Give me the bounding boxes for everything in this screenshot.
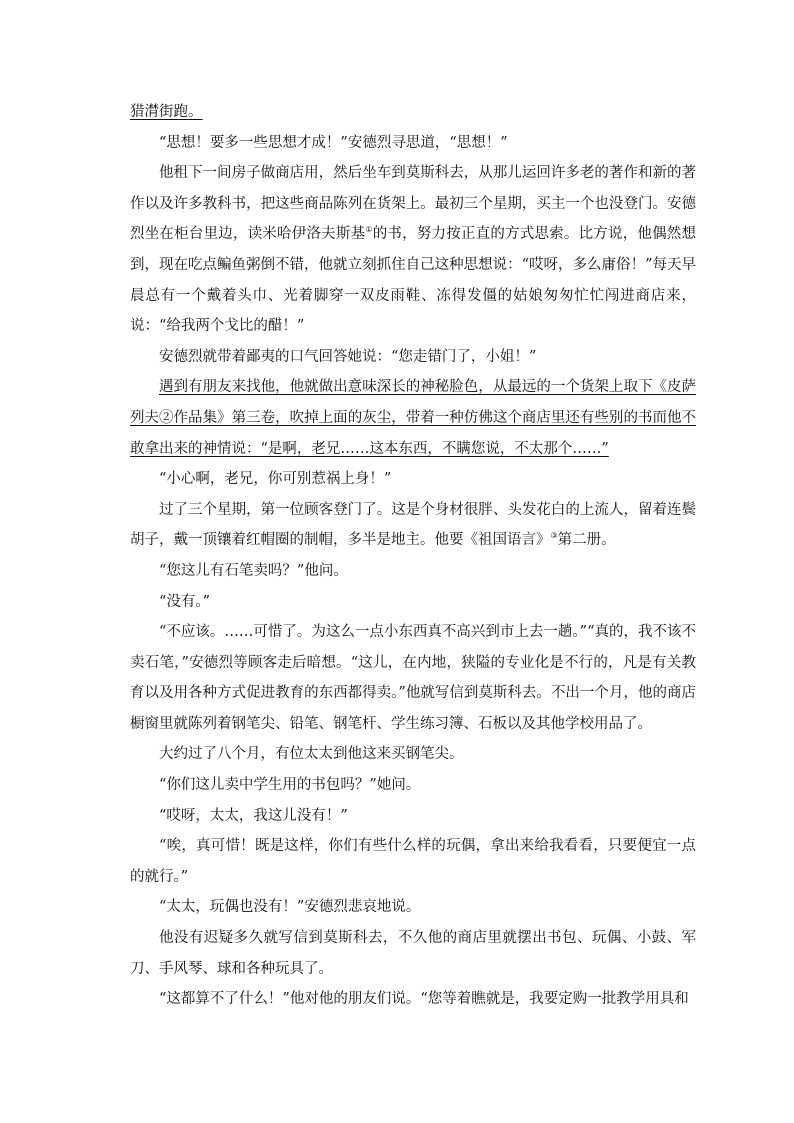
paragraph: [130, 158, 696, 342]
paragraph: “不应该。……可惜了。为这么一点小东西真不高兴到市上去一趟。”“真的，我不该不卖石笔，”安德烈等顾客走后暗想。“这儿，在内地，狭隘的专业化是不行的，凡是有关教育以及用各种方式促进教育的东西都得卖。”他就写信到莫斯科去。不出一个月，他的商店橱窗里就陈列着钢笔尖、铅笔、钢笔杆、学生练习簿、石板以及其他学校用品了。: [130, 624, 696, 732]
footnote-marker: ①: [365, 225, 373, 235]
paragraph: “小心啊，老兄，你可别惹祸上身！”: [159, 471, 392, 488]
paragraph: [130, 372, 696, 464]
paragraph-text: 他租下一间房子做商店用，然后坐车到莫斯科去，从那儿运回许多老的著作和新的著作以及许多教科书，把这些商品陈列在货架上。最初三个星期，买主一个也没登门。安德烈坐在柜台里边，读米哈伊洛夫斯基: [130, 165, 696, 243]
paragraph: “哎呀，太太，我这儿没有！”: [159, 807, 348, 824]
paragraph: 安德烈就带着鄙夷的口气回答她说：“您走错门了，小姐！”: [159, 348, 537, 365]
underlined-text: 遇到有朋友来找他，他就做出意味深长的神秘脸色，从最远的一个货架上取下《皮萨列夫②作品集》第三卷，吹掉上面的灰尘，带着一种仿佛这个商店里还有些别的书而他不敢拿出来的神情说：“是啊，老兄……这本东西，不瞒您说，不太那个……”: [130, 379, 696, 457]
footnote-marker: ③: [550, 531, 558, 541]
paragraph: [130, 495, 696, 556]
paragraph: “唉，真可惜！既是这样，你们有些什么样的玩偶，拿出来给我看看，只要便宜一点的就行。”: [130, 838, 696, 885]
paragraph: “您这儿有石笔卖吗？”他问。: [159, 562, 348, 579]
document-page: [130, 97, 696, 1015]
paragraph: “思想！要多一些思想才成！”安德烈寻思道，“思想！”: [159, 134, 508, 151]
paragraph: 他没有迟疑多久就写信到莫斯科去，不久他的商店里就摆出书包、玩偶、小鼓、军刀、手风琴、球和各种玩具了。: [130, 930, 696, 977]
paragraph: [130, 97, 696, 128]
paragraph: “你们这儿卖中学生用的书包吗？”她问。: [159, 777, 421, 794]
paragraph: “太太，玩偶也没有！”安德烈悲哀地说。: [159, 899, 421, 916]
paragraph: “没有。”: [159, 593, 211, 610]
underlined-text: 猎潸街跑。: [130, 104, 203, 120]
paragraph-text: 的书，努力按正直的方式思索。比方说，他偶然想到，现在吃点鳊鱼粥倒不错，他就立刻抓住自己这种思想说：“哎呀，多么庸俗！”每天早晨总有一个戴着头巾、光着脚穿一双皮雨鞋、冻得发僵的姑娘匆匆忙忙闯进商店来，说：“给我两个戈比的醋！”: [130, 226, 697, 335]
paragraph: 大约过了八个月，有位太太到他这来买钢笔尖。: [159, 746, 464, 763]
paragraph-text: 过了三个星期，第一位顾客登门了。这是个身材很胖、头发花白的上流人，留着连鬓胡子，戴一顶镶着红帽圈的制帽，多半是地主。他要《祖国语言》: [130, 501, 696, 549]
paragraph-text: 第二册。: [557, 532, 616, 549]
paragraph: “这都算不了什么！”他对他的朋友们说。“您等着瞧就是，我要定购一批教学用具和: [159, 991, 689, 1008]
